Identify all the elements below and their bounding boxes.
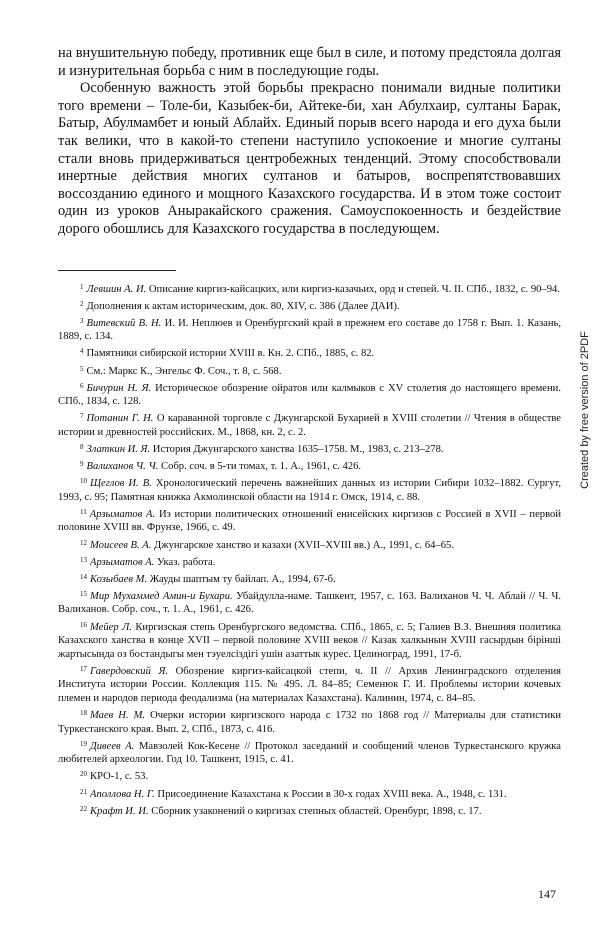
footnote-11 xyxy=(58,506,561,535)
footnote-author: Маев Н. М. xyxy=(90,710,146,722)
footnote-number: 10 xyxy=(80,477,87,486)
footnote-8 xyxy=(58,441,561,457)
footnote-text: Описание киргиз-кайсацких, или киргиз-казачьих, орд и степей. Ч. II. СПб., 1832, с. 90–94. xyxy=(146,283,560,295)
footnote-author: Аполлова Н. Г. xyxy=(90,788,155,800)
footnotes xyxy=(58,281,561,819)
footnote-number: 8 xyxy=(80,442,84,451)
footnote-text: Джунгарское ханство и казахи (XVII–XVIII вв.) А., 1991, с. 64–65. xyxy=(151,539,454,551)
footnote-author: Мир Мухаммед Амин-и Бухари. xyxy=(90,590,233,602)
footnote-13 xyxy=(58,554,561,570)
footnote-text: Историческое обозрение ойратов или калмыков с XV столетия до настоящего времени. СПб., 1834, с. 128. xyxy=(58,382,561,408)
footnote-number: 13 xyxy=(80,555,87,564)
footnote-text: Дополнения к актам историческим, док. 80, XIV, с. 386 (Далее ДАИ). xyxy=(86,300,400,312)
footnote-author: Витевский В. Н. xyxy=(86,317,162,329)
footnote-14 xyxy=(58,571,561,587)
footnote-6 xyxy=(58,380,561,409)
footnote-text: См.: Маркс К., Энгельс Ф. Соч., т. 8, с. 568. xyxy=(86,365,282,377)
footnote-text: История Джунгарского ханства 1635–1758. М., 1983, с. 213–278. xyxy=(150,443,444,455)
footnote-text: О караванной торговле с Джунгарской Бухарией в XVIII столетии // Чтения в обществе истории и древностей российских. М., 1868, кн. 2, с. 2. xyxy=(58,413,562,438)
footnote-author: Мейер Л. xyxy=(90,621,132,633)
footnote-text: Собр. соч. в 5-ти томах, т. 1. А., 1961, с. 426. xyxy=(158,461,362,473)
footnote-number: 6 xyxy=(80,381,84,390)
footnote-text: Присоединение Казахстана к России в 30-х годах XVIII века. А., 1948, с. 131. xyxy=(154,788,507,800)
footnote-author: Златкин И. Я. xyxy=(86,443,151,455)
footnote-15 xyxy=(58,588,561,617)
footnote-text: Хронологический перечень важнейших данных из истории Сибири 1032–1882. Сургут, 1993, с. 95; Памятная книжка Акмолинской области на 1914 г. Омск, 1914, с. 88. xyxy=(58,478,561,503)
footnote-number: 16 xyxy=(80,620,87,629)
footnote-3 xyxy=(58,315,561,344)
footnote-number: 19 xyxy=(80,739,87,748)
footnote-number: 17 xyxy=(80,664,87,673)
footnote-22 xyxy=(58,803,561,819)
footnote-author: Щеглов И. В. xyxy=(90,478,152,490)
footnote-number: 14 xyxy=(80,572,87,581)
watermark-note: Created by free version of 2PDF xyxy=(579,331,591,489)
footnote-9 xyxy=(58,458,561,474)
footnote-author: Крафт И. И. xyxy=(90,805,149,817)
footnote-author: Валиханов Ч. Ч. xyxy=(86,461,159,473)
footnote-author: Дивеев А. xyxy=(90,740,135,752)
footnote-author: Козыбаев М. xyxy=(90,573,148,585)
footnote-text: КРО-1, с. 53. xyxy=(90,771,149,783)
footnote-text: Жауды шаптым ту байлап. А., 1994, 67-б. xyxy=(147,573,336,585)
footnote-10 xyxy=(58,475,561,504)
footnote-text: Очерки истории киргизского народа с 1732 по 1868 год // Материалы для статистики Туркестанского края. Вып. 2, СПб., 1873, с. 416. xyxy=(58,710,562,735)
paragraph-2: Особенную важность этой борьбы прекрасно понимали видные политики того времени – Толе-би, Казыбек-би, Айтеке-би, хан Абулхаир, султаны Барак, Батыр, Абулмамбет и юный Аблайх. Единый порыв всего народа и его духа были так велики, что в какой-то степени наступило успокоение и многие султаны стали вновь придерживаться центробежных тенденций. Этому способствовали инертные действия многих султанов и батыров, воспрепятствовавших воссозданию единого и мощного Казахского государства. И в этом тоже состоит один из уроков Аныракайского сражения. Самоуспокоенность и бездействие дорого обошлись для Казахского государства в последующем. xyxy=(58,80,561,237)
page-number: 147 xyxy=(538,887,556,901)
footnote-number: 7 xyxy=(80,412,84,421)
footnote-number: 22 xyxy=(80,804,87,813)
footnote-author: Гавердовский Я. xyxy=(90,665,169,677)
footnote-number: 4 xyxy=(80,347,84,356)
footnote-18 xyxy=(58,707,561,736)
footnote-number: 9 xyxy=(80,460,84,469)
paragraph-1: на внушительную победу, противник еще был в силе, и потому предстояла долгая и изнурительная борьба с ним в последующие годы. xyxy=(58,45,561,79)
page-content xyxy=(58,45,561,818)
footnote-number: 12 xyxy=(80,538,87,547)
footnote-text: И. И. Неплюев и Оренбургский край в прежнем его составе до 1758 г. Вып. 1. Казань, 1889, с. 134. xyxy=(58,317,562,343)
footnote-author: Потанин Г. Н. xyxy=(86,413,154,425)
footnote-1 xyxy=(58,281,561,297)
footnote-16 xyxy=(58,619,561,662)
footnote-author: Моисеев В. А. xyxy=(90,539,152,551)
footnote-divider xyxy=(58,270,176,271)
footnote-author: Арзыматов А. xyxy=(90,556,155,568)
footnote-19 xyxy=(58,738,561,767)
footnote-number: 3 xyxy=(80,316,84,325)
footnote-text: Убайдулла-наме. Ташкент, 1957, с. 163. Валиханов Ч. Ч. Аблай // Ч. Ч. Валиханов. Собр. соч., т. 1. А., 1961, с. 426. xyxy=(58,590,561,616)
footnote-number: 11 xyxy=(80,507,87,516)
footnote-text: Сборник узаконений о киргизах степных областей. Оренбург, 1898, с. 17. xyxy=(148,805,482,817)
footnote-author: Арзыматов А. xyxy=(89,508,156,520)
footnote-number: 2 xyxy=(80,299,84,308)
footnote-number: 21 xyxy=(80,787,87,796)
footnote-number: 5 xyxy=(80,364,84,373)
footnote-2 xyxy=(58,298,561,314)
footnote-7 xyxy=(58,410,561,439)
footnote-author: Левшин А. И. xyxy=(86,283,147,295)
footnote-12 xyxy=(58,537,561,553)
footnote-text: Киргизская степь Оренбургского ведомства. СПб., 1865, с. 5; Галиев В.З. Внешняя политика Казахского ханства в конце XVII – первой половине XVIII веков // Казак халкынын XVIII гасырдын бiрiншi жартысында оз бостандыгы мен тэуелсiздiгi ушiн азаттык курес. Целиноград, 1991, 17-б. xyxy=(58,621,561,660)
footnote-text: Обозрение киргиз-кайсацкой степи, ч. II // Архив Ленинградского отделения Института истории России. Коллекция 115. № 495. Л. 84–85; Семенюк Г. И. Проблемы истории кочевых племен и народов периода феодализма (на материалах Казахстана). Калинин, 1974, с. 84–85. xyxy=(58,665,561,704)
footnote-text: Указ. работа. xyxy=(154,556,216,568)
footnote-text: Памятники сибирской истории XVIII в. Кн. 2. СПб., 1885, с. 82. xyxy=(86,348,375,360)
footnote-number: 20 xyxy=(80,770,87,779)
footnote-number: 15 xyxy=(80,589,87,598)
footnote-21 xyxy=(58,786,561,802)
footnote-5 xyxy=(58,363,561,379)
footnote-author: Бичурин Н. Я. xyxy=(86,382,152,394)
body-text xyxy=(58,45,561,239)
footnote-text: Мавзолей Кок-Кесене // Протокол заседаний и сообщений членов Туркестанского кружка любителей археологии. Год 10. Ташкент, 1915, с. 41. xyxy=(58,740,561,766)
footnote-17 xyxy=(58,663,561,706)
footnote-number: 18 xyxy=(80,709,87,718)
footnote-20 xyxy=(58,768,561,784)
footnote-number: 1 xyxy=(80,282,84,291)
footnote-text: Из истории политических отношений енисейских киргизов с Россией в XVII – первой половине XVIII вв. Фрунзе, 1966, с. 49. xyxy=(58,508,561,534)
footnote-4 xyxy=(58,345,561,361)
